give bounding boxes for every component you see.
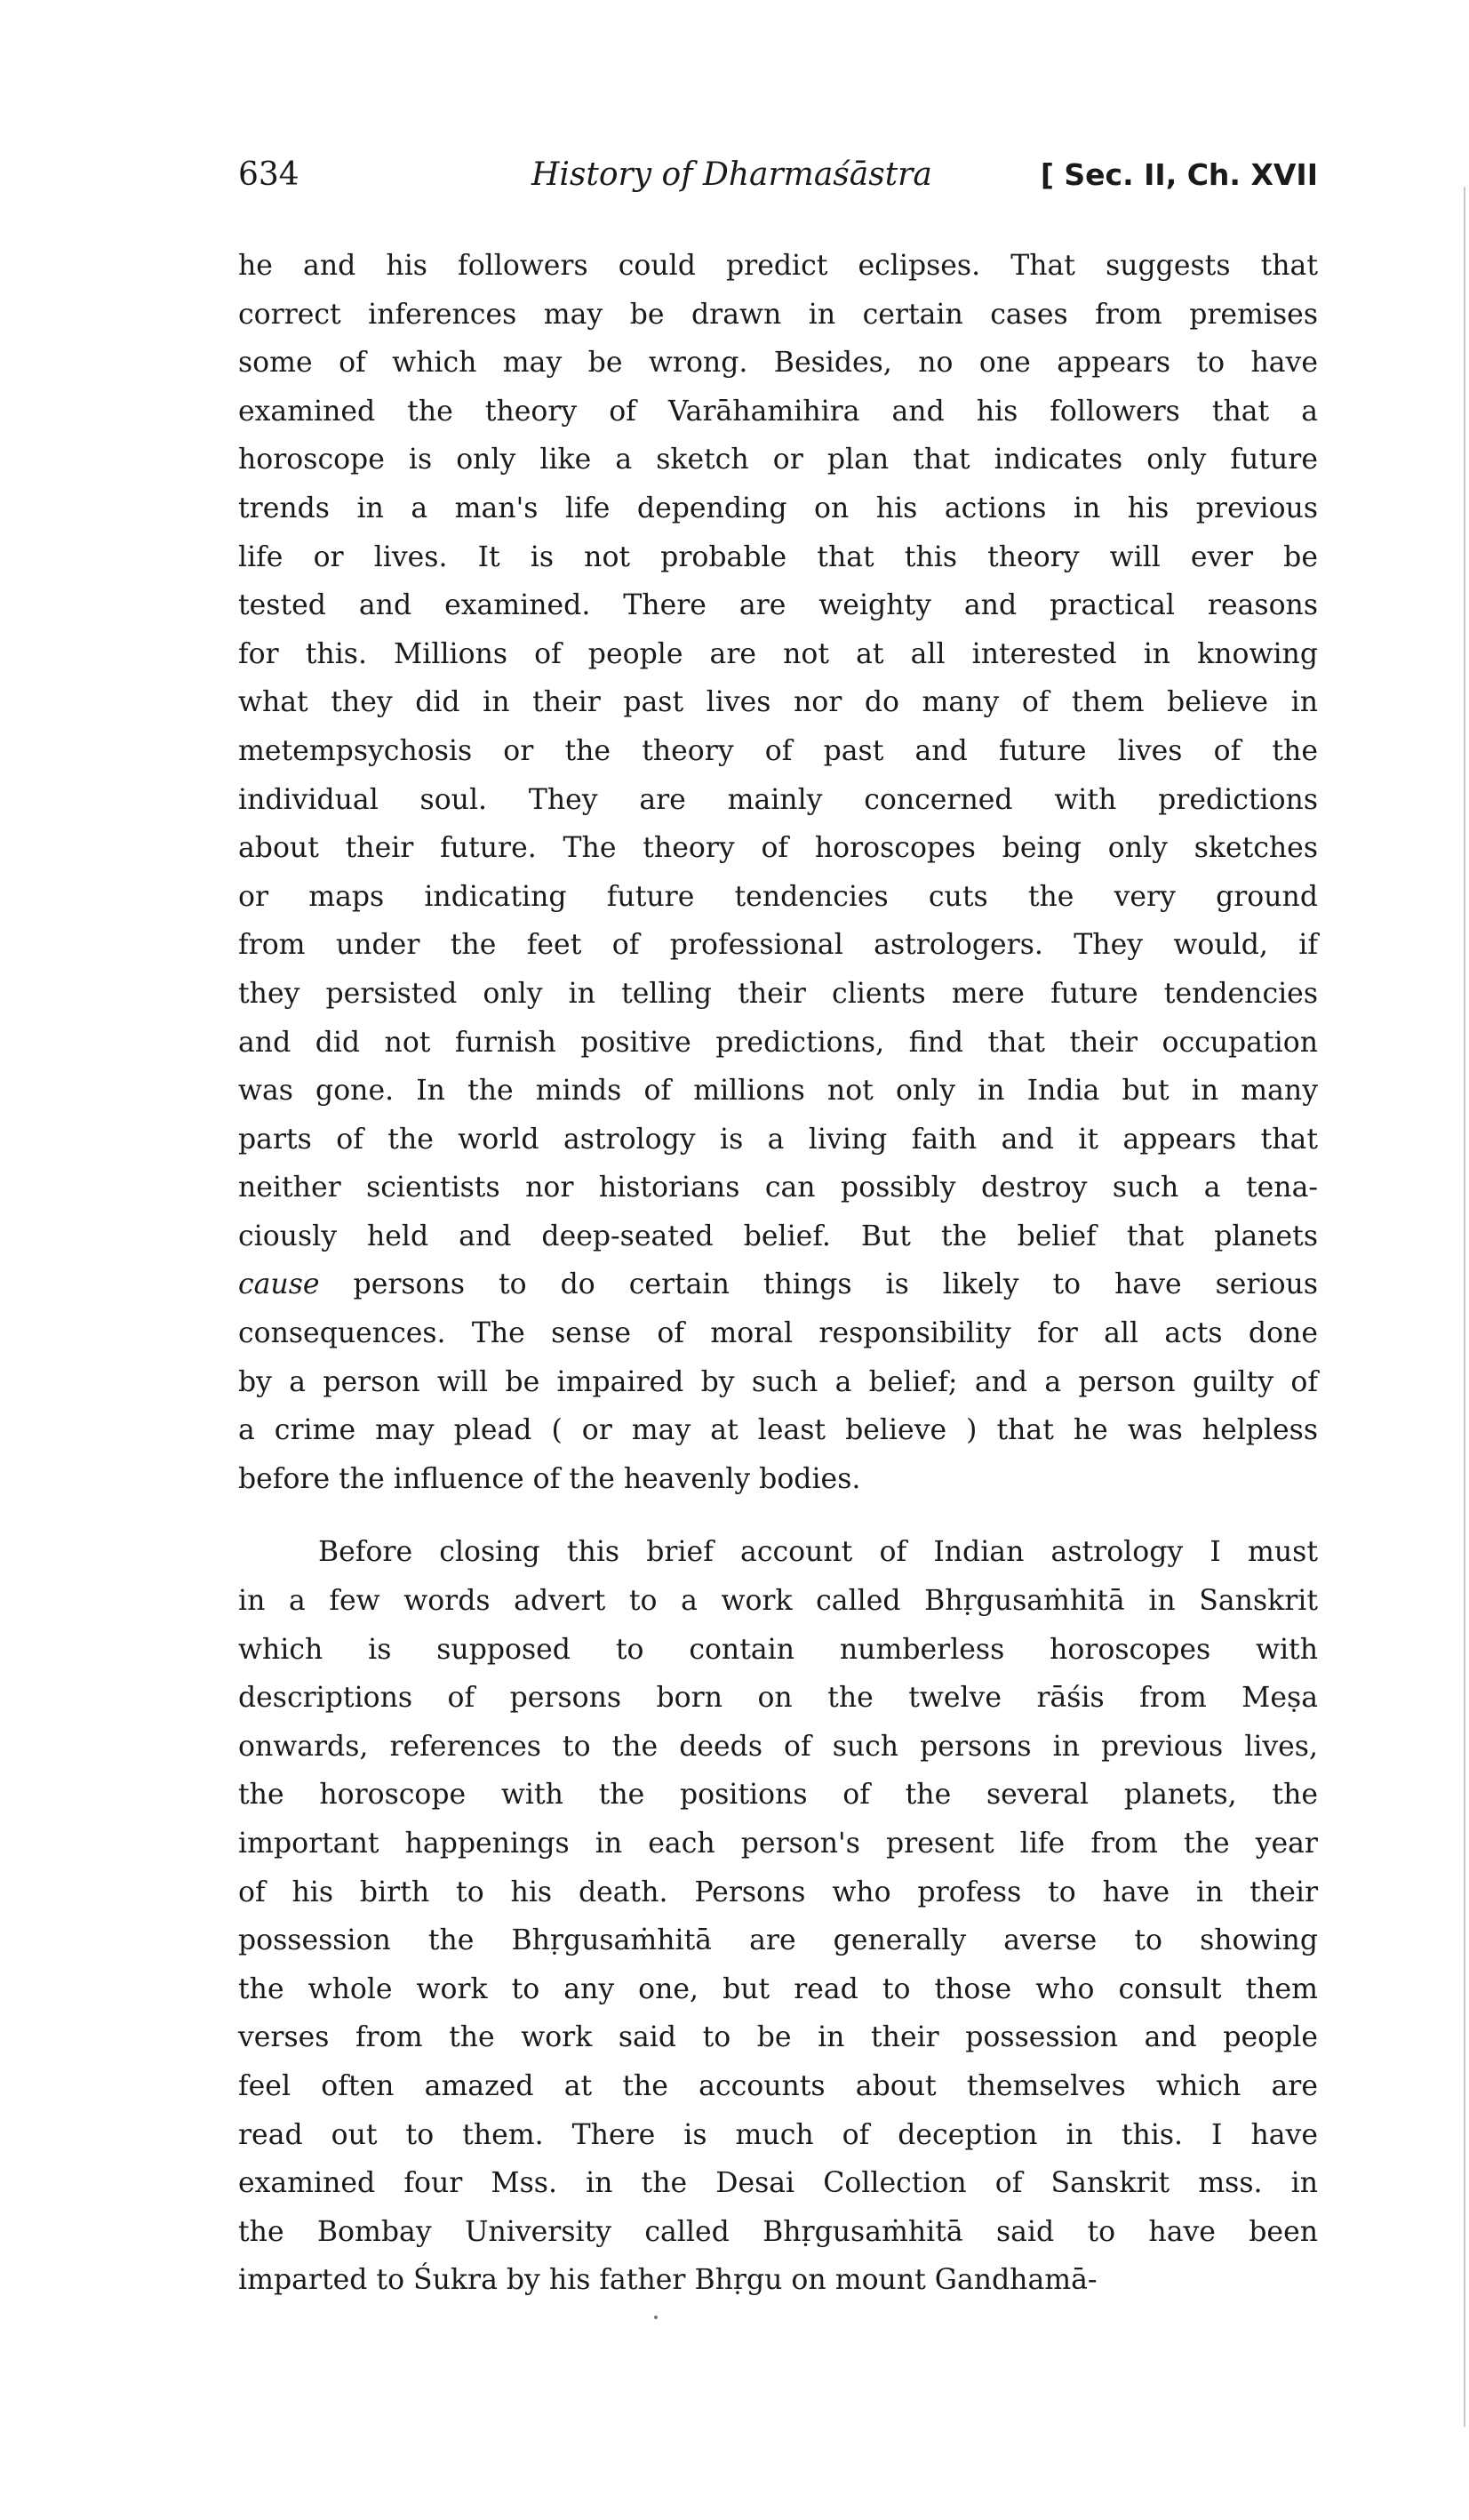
text-line: of his birth to his death. Persons who profess to have in their: [238, 1876, 1318, 1908]
text-line: some of which may be wrong. Besides, no one appears to have: [238, 347, 1318, 380]
paragraph-gap: [238, 1503, 1318, 1528]
text-line: and did not furnish positive predictions, find that their occupation: [238, 1026, 1318, 1059]
paragraph-1: [238, 242, 1318, 1503]
text-line: ciously held and deep-seated belief. But the belief that planets: [238, 1220, 1318, 1252]
emphasis: cause: [238, 1268, 320, 1301]
text-line: parts of the world astrology is a living faith and it appears that: [238, 1123, 1318, 1156]
text-line: Before closing this brief account of Indian astrology I must: [318, 1536, 1318, 1569]
text-line: read out to them. There is much of deception in this. I have: [238, 2118, 1318, 2151]
text-line: the horoscope with the positions of the several planets, the: [238, 1779, 1318, 1812]
book-title: History of Dharmaśāstra: [531, 156, 932, 193]
text-line: before the influence of the heavenly bodies.: [238, 1462, 861, 1495]
text-line: life or lives. It is not probable that this theory will ever be: [238, 540, 1318, 573]
text-line: what they did in their past lives nor do many of them believe in: [238, 686, 1318, 719]
paragraph-2: [238, 1528, 1318, 2305]
text-line: important happenings in each person's present life from the year: [238, 1828, 1318, 1860]
text-line: the whole work to any one, but read to those who consult them: [238, 1972, 1318, 2005]
text-line: the Bombay University called Bhṛgusaṁhitā said to have been: [238, 2215, 1318, 2248]
text-line: cause persons to do certain things is likely to have serious: [238, 1268, 1318, 1301]
page-number: 634: [238, 156, 299, 193]
section-reference: [ Sec. II, Ch. XVII: [1040, 157, 1318, 192]
text-line: neither scientists nor historians can possibly destroy such a tena-: [238, 1172, 1318, 1204]
text-line: from under the feet of professional astrologers. They would, if: [238, 929, 1318, 962]
text-line: individual soul. They are mainly concerned with predictions: [238, 783, 1318, 816]
text-line: onwards, references to the deeds of such persons in previous lives,: [238, 1730, 1318, 1763]
text-line: a crime may plead ( or may at least believe ) that he was helpless: [238, 1414, 1318, 1447]
text-line: imparted to Śukra by his father Bhṛgu on mount Gandhamā-: [238, 2264, 1098, 2297]
ink-speck: [654, 2316, 658, 2319]
body-text: [238, 242, 1318, 2305]
text-line: verses from the work said to be in their possession and people: [238, 2021, 1318, 2054]
text-line: in a few words advert to a work called Bhṛgusaṁhitā in Sanskrit: [238, 1585, 1318, 1618]
text-line: was gone. In the minds of millions not only in India but in many: [238, 1075, 1318, 1108]
text-line: trends in a man's life depending on his actions in his previous: [238, 492, 1318, 524]
text-line: feel often amazed at the accounts about themselves which are: [238, 2069, 1318, 2102]
text-line: or maps indicating future tendencies cuts the very ground: [238, 880, 1318, 913]
text-line: examined the theory of Varāhamihira and his followers that a: [238, 395, 1318, 428]
text-line: which is supposed to contain numberless horoscopes with: [238, 1633, 1318, 1666]
text-line: consequences. The sense of moral responsibility for all acts done: [238, 1317, 1318, 1350]
text-line: by a person will be impaired by such a belief; and a person guilty of: [238, 1365, 1318, 1398]
text-line: examined four Mss. in the Desai Collection of Sanskrit mss. in: [238, 2167, 1318, 2200]
text-line: for this. Millions of people are not at all interested in knowing: [238, 637, 1318, 670]
text-line: possession the Bhṛgusaṁhitā are generally averse to showing: [238, 1924, 1318, 1957]
text-line: he and his followers could predict eclipses. That suggests that: [238, 250, 1318, 282]
text-line: about their future. The theory of horoscopes being only sketches: [238, 832, 1318, 865]
text-line: descriptions of persons born on the twelve rāśis from Meṣa: [238, 1682, 1318, 1715]
text-line: correct inferences may be drawn in certain cases from premises: [238, 298, 1318, 331]
text-line: tested and examined. There are weighty and practical reasons: [238, 589, 1318, 622]
text-line: metempsychosis or the theory of past and future lives of the: [238, 734, 1318, 767]
text-line: they persisted only in telling their clients mere future tendencies: [238, 977, 1318, 1010]
running-head: [238, 153, 1318, 197]
text-line: horoscope is only like a sketch or plan that indicates only future: [238, 444, 1318, 476]
page-edge-line: [1464, 187, 1465, 2427]
